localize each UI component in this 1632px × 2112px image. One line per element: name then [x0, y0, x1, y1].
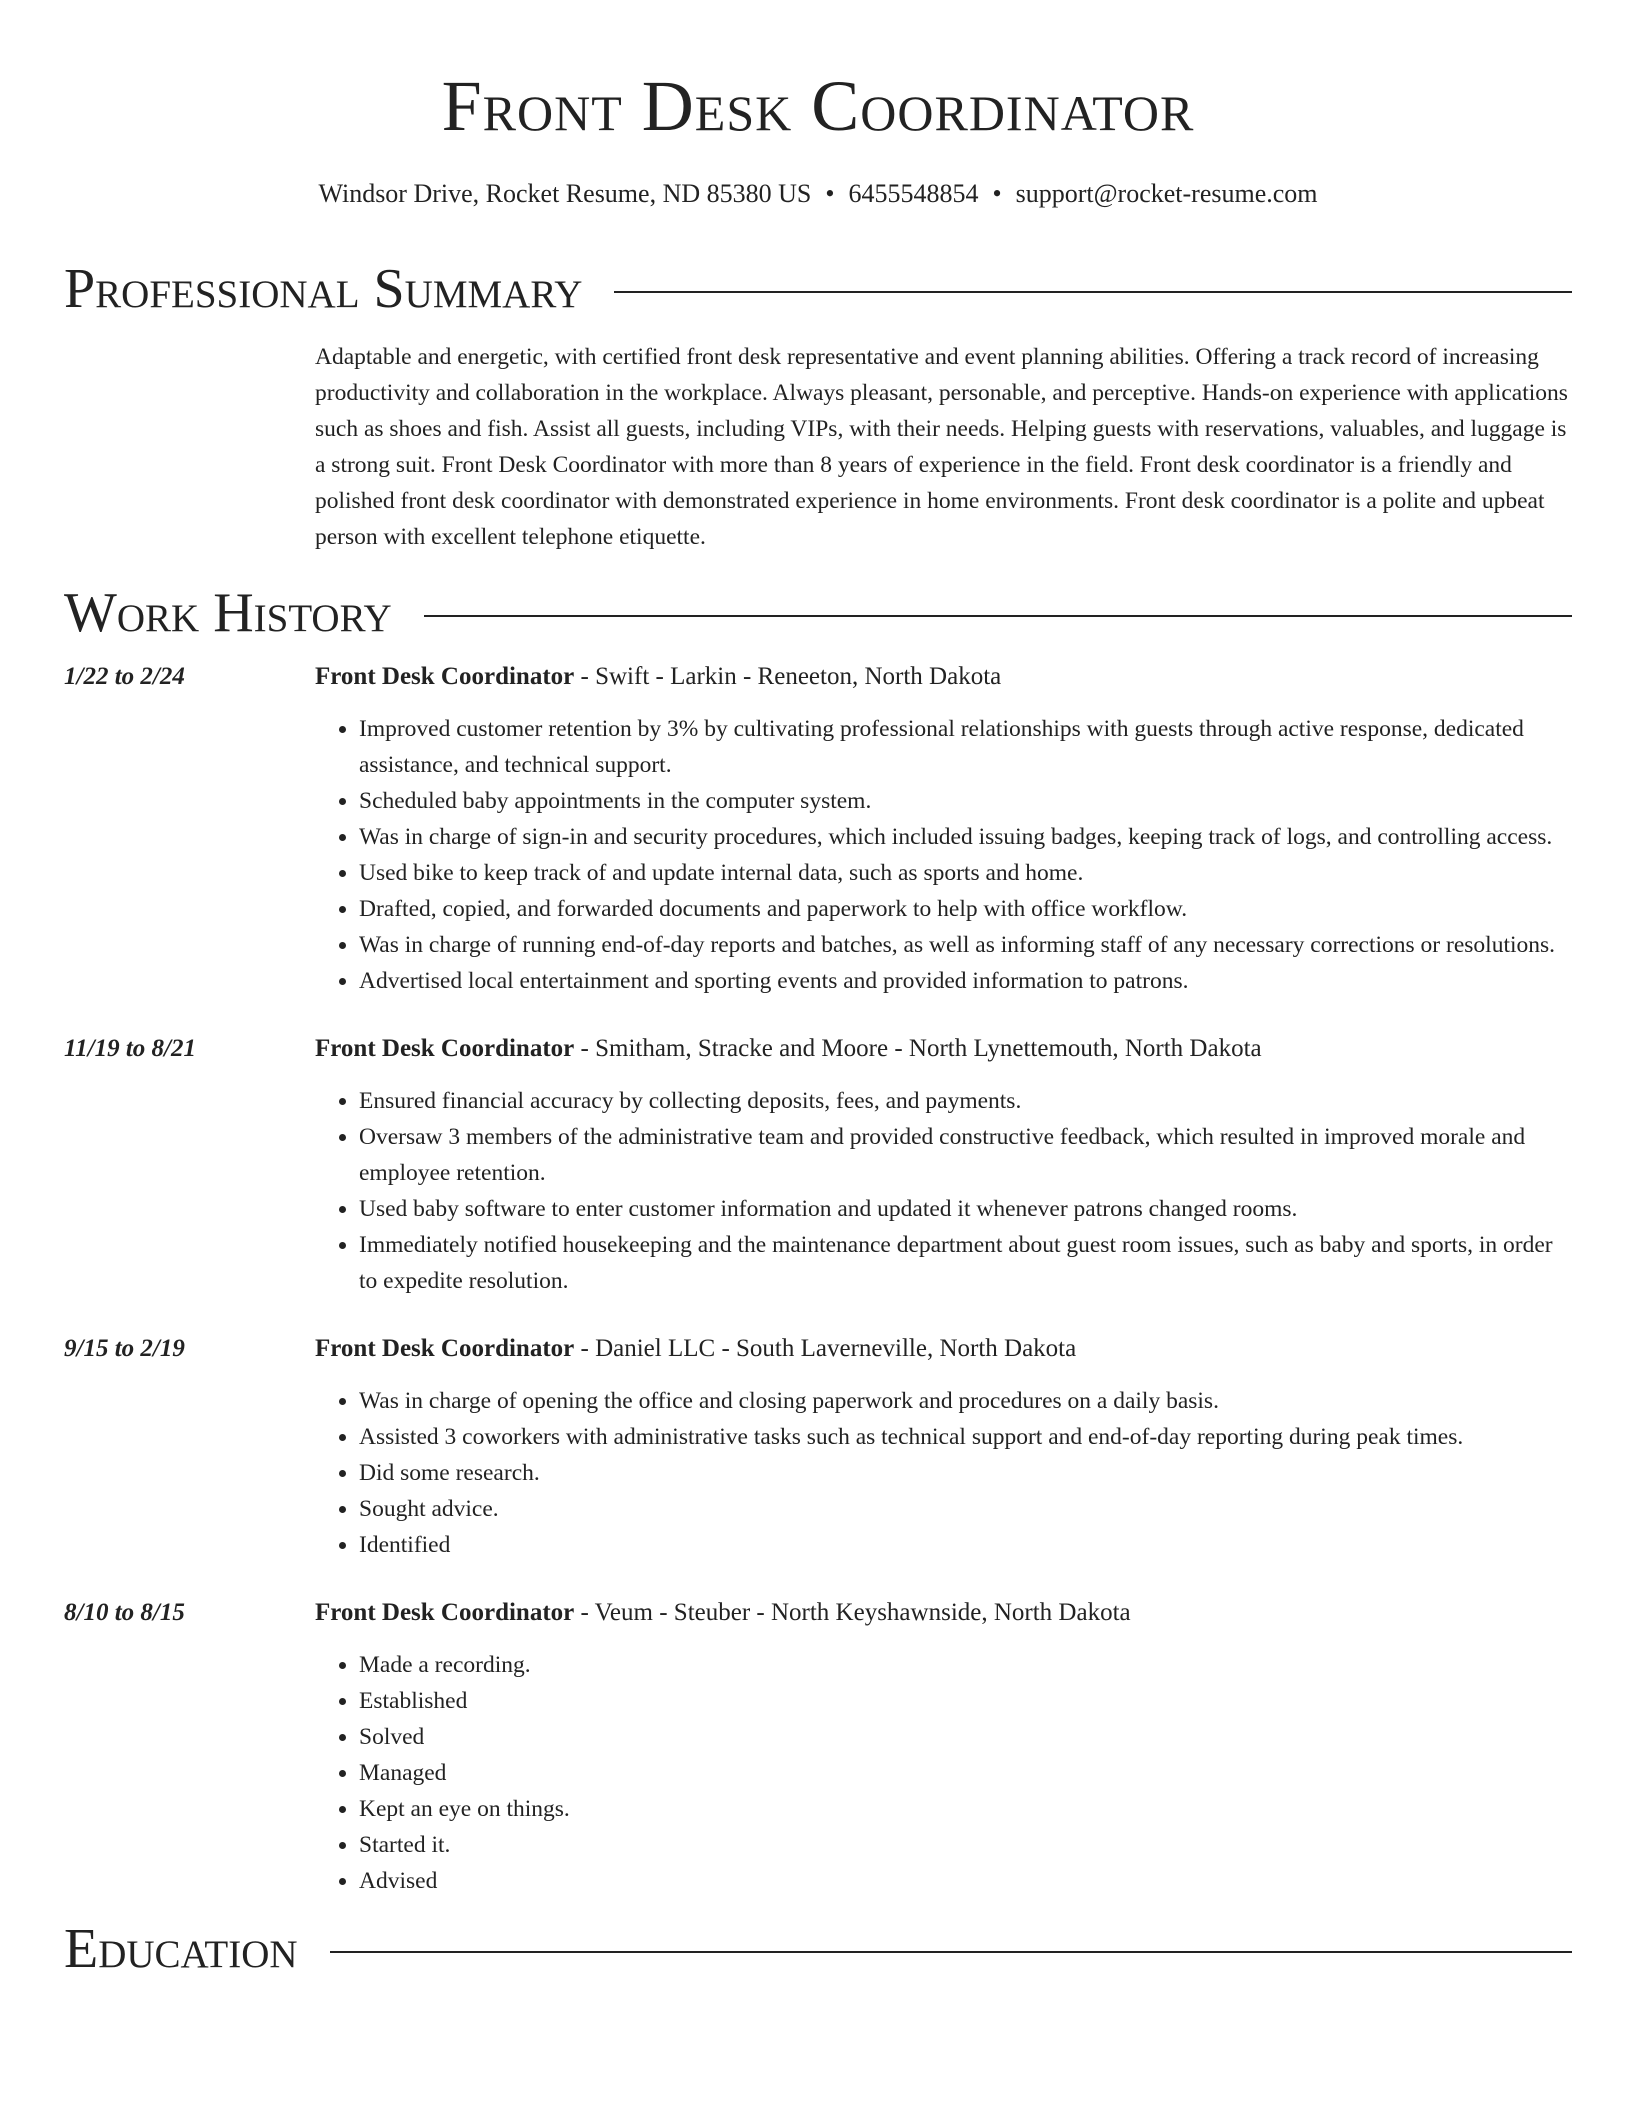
job-bullet: • Advertised local entertainment and sporting events and provided information to patrons. [359, 963, 1572, 999]
section-title: Education [64, 1918, 298, 1981]
section-divider [614, 291, 1572, 293]
job-bullets [315, 711, 1572, 999]
section-title: Work History [64, 582, 392, 645]
job-bullet: • Improved customer retention by 3% by cultivating professional relationships with guests through active response, dedicated assistance, and technical support. [359, 711, 1572, 783]
job-bullet: • Made a recording. [359, 1647, 1572, 1683]
job-entry [64, 659, 1572, 999]
contact-address: Windsor Drive, Rocket Resume, ND 85380 US [318, 179, 812, 208]
job-title-line [315, 659, 1572, 695]
section-heading-summary [64, 258, 1572, 321]
contact-separator: • [825, 179, 835, 208]
contact-email: support@rocket-resume.com [1015, 179, 1318, 208]
job-bullet: • Started it. [359, 1827, 1572, 1863]
job-bullet: • Was in charge of sign-in and security procedures, which included issuing badges, keeping track of logs, and controlling access. [359, 819, 1572, 855]
job-title: Front Desk Coordinator [315, 1335, 575, 1363]
job-employer-location: - Daniel LLC - South Laverneville, North Dakota [574, 1335, 1077, 1363]
job-detail [315, 1331, 1572, 1563]
job-bullet: • Immediately notified housekeeping and the maintenance department about guest room issues, such as baby and sports, in order to expedite resolution. [359, 1227, 1572, 1299]
summary-paragraph: Adaptable and energetic, with certified front desk representative and event planning abilities. Offering a track record of increasing productivity and collaboration in the workplace. Always pleasant, personable, and perceptive. Hands-on experience with applications such as shoes and fish. Assist all guests, including VIPs, with their needs. Helping guests with reservations, valuables, and luggage is a strong suit. Front Desk Coordinator with more than 8 years of experience in the field. Front desk coordinator is a friendly and polished front desk coordinator with demonstrated experience in home environments. Front desk coordinator is a polite and upbeat person with excellent telephone etiquette. [315, 344, 1568, 551]
job-detail [315, 1595, 1572, 1899]
job-bullet: • Was in charge of opening the office and closing paperwork and procedures on a daily basis. [359, 1383, 1572, 1419]
job-bullet: • Used bike to keep track of and update internal data, such as sports and home. [359, 855, 1572, 891]
job-dates: 1/22 to 2/24 [64, 663, 185, 691]
job-entry [64, 1331, 1572, 1563]
job-entry [64, 1031, 1572, 1299]
job-title-line [315, 1031, 1572, 1067]
job-detail [315, 659, 1572, 999]
contact-separator: • [992, 179, 1002, 208]
resume-page [64, 0, 1572, 1981]
job-detail [315, 1031, 1572, 1299]
job-bullet: • Drafted, copied, and forwarded documents and paperwork to help with office workflow. [359, 891, 1572, 927]
job-bullet: • Oversaw 3 members of the administrative team and provided constructive feedback, which resulted in improved morale and employee retention. [359, 1119, 1572, 1191]
job-bullet: • Scheduled baby appointments in the computer system. [359, 783, 1572, 819]
job-bullet: • Used baby software to enter customer information and updated it whenever patrons changed rooms. [359, 1191, 1572, 1227]
section-heading-education [64, 1918, 1572, 1981]
section-title: Professional Summary [64, 258, 583, 321]
section-heading-work-history [64, 582, 1572, 645]
section-divider [330, 1951, 1572, 1953]
resume-name-title: Front Desk Coordinator [441, 66, 1195, 146]
job-title-line [315, 1331, 1572, 1367]
job-bullet: • Ensured financial accuracy by collecting deposits, fees, and payments. [359, 1083, 1572, 1119]
job-title: Front Desk Coordinator [315, 663, 575, 691]
job-bullet: • Sought advice. [359, 1491, 1572, 1527]
job-title: Front Desk Coordinator [315, 1035, 575, 1063]
job-bullet: • Kept an eye on things. [359, 1791, 1572, 1827]
section-divider [424, 615, 1572, 617]
job-bullets [315, 1383, 1572, 1563]
job-bullets [315, 1647, 1572, 1899]
job-bullet: • Identified [359, 1527, 1572, 1563]
job-dates: 9/15 to 2/19 [64, 1335, 185, 1363]
job-bullet: • Solved [359, 1719, 1572, 1755]
job-employer-location: - Swift - Larkin - Reneeton, North Dakota [574, 663, 1002, 691]
job-bullet: • Was in charge of running end-of-day reports and batches, as well as informing staff of any necessary corrections or resolutions. [359, 927, 1572, 963]
job-employer-location: - Veum - Steuber - North Keyshawnside, North Dakota [574, 1599, 1131, 1627]
job-bullets [315, 1083, 1572, 1299]
job-bullet: • Advised [359, 1863, 1572, 1899]
job-dates: 8/10 to 8/15 [64, 1599, 185, 1627]
job-title: Front Desk Coordinator [315, 1599, 575, 1627]
job-employer-location: - Smitham, Stracke and Moore - North Lynettemouth, North Dakota [574, 1035, 1262, 1063]
job-bullet: • Did some research. [359, 1455, 1572, 1491]
contact-line [64, 178, 1572, 209]
job-title-line [315, 1595, 1572, 1631]
job-entry [64, 1595, 1572, 1899]
contact-phone: 6455548854 [848, 179, 979, 208]
job-bullet: • Assisted 3 coworkers with administrative tasks such as technical support and end-of-day reporting during peak times. [359, 1419, 1572, 1455]
job-bullet: • Managed [359, 1755, 1572, 1791]
job-bullet: • Established [359, 1683, 1572, 1719]
job-dates: 11/19 to 8/21 [64, 1035, 196, 1063]
